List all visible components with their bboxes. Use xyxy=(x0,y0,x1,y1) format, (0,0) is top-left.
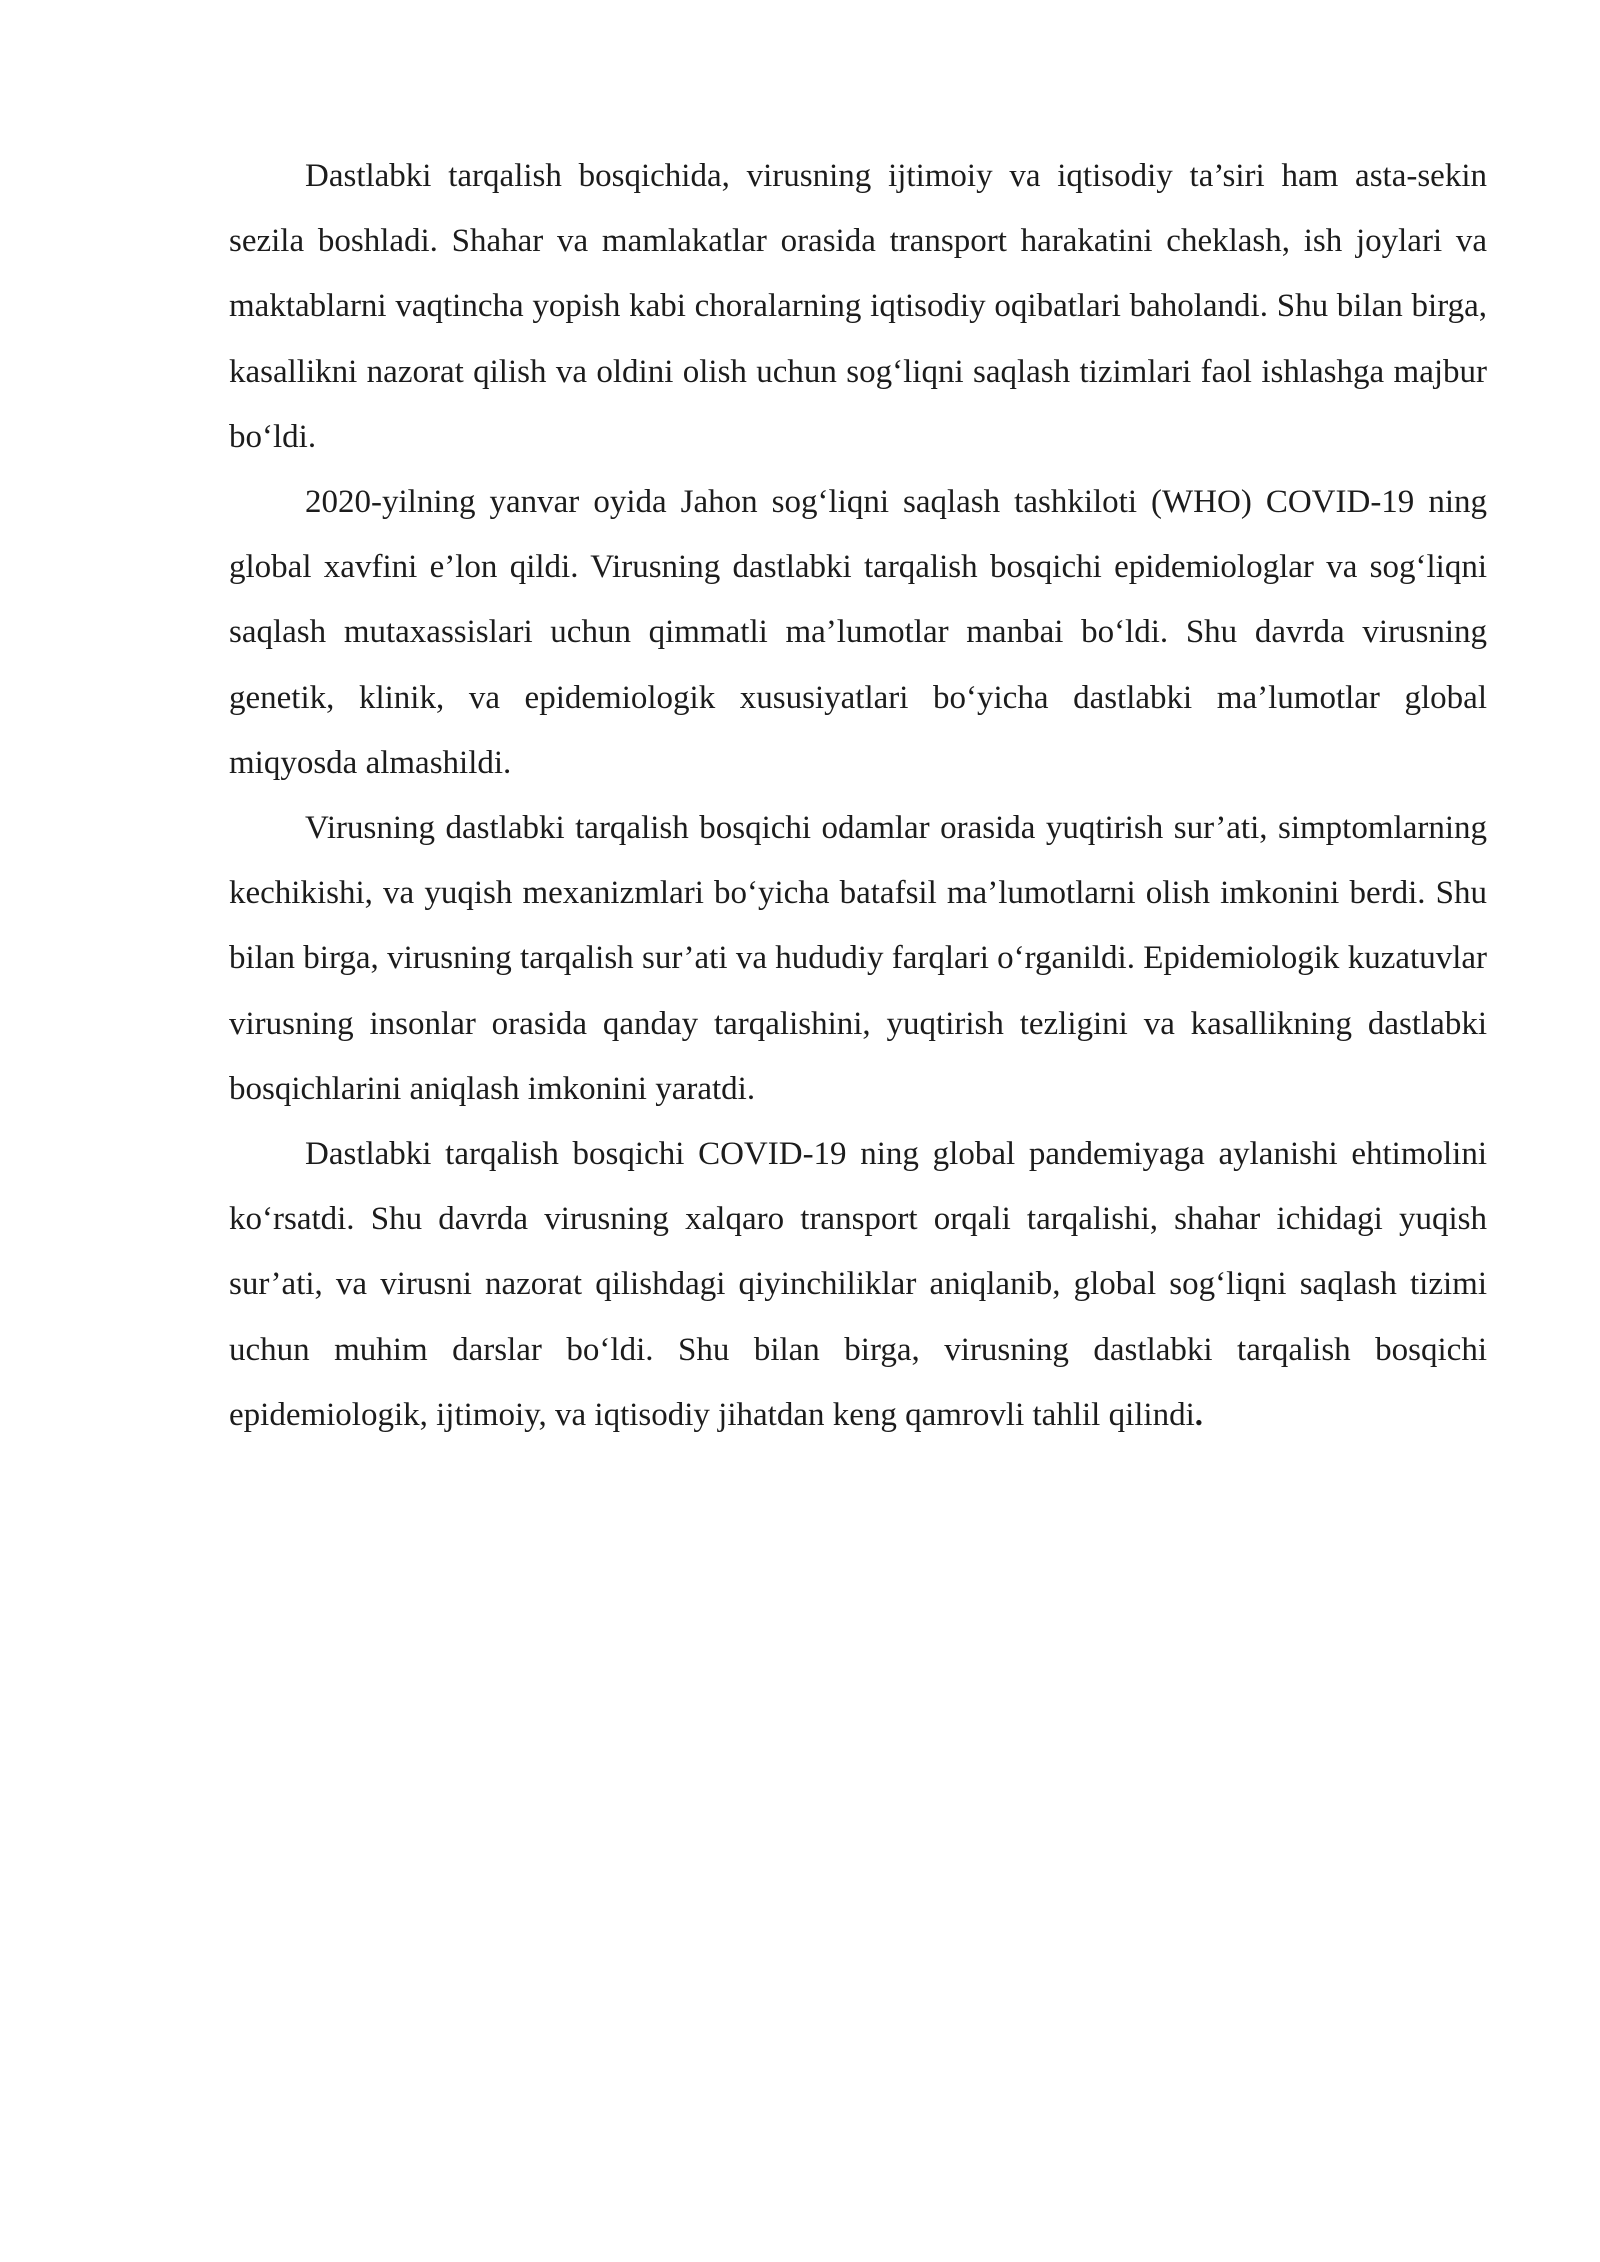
document-body xyxy=(229,144,1487,1448)
paragraph-4-text: Dastlabki tarqalish bosqichi COVID-19 ning global pandemiyaga aylanishi ehtimolini ko‘rsatdi. Shu davrda virusning xalqaro transport orqali tarqalishi, shahar ichidagi yuqish sur’ati, va virusni nazorat qilishdagi qiyinchiliklar aniqlanib, global sog‘liqni saqlash tizimi uchun muhim darslar bo‘ldi. Shu bilan birga, virusning dastlabki tarqalish bosqichi epidemiologik, ijtimoiy, va iqtisodiy jihatdan keng qamrovli tahlil qilindi xyxy=(229,1136,1487,1433)
paragraph-4-final-period: . xyxy=(1194,1396,1203,1433)
paragraph-2: 2020-yilning yanvar oyida Jahon sog‘liqni saqlash tashkiloti (WHO) COVID-19 ning global xavfini e’lon qildi. Virusning dastlabki tarqalish bosqichi epidemiologlar va sog‘liqni saqlash mutaxassislari uchun qimmatli ma’lumotlar manbai bo‘ldi. Shu davrda virusning genetik, klinik, va epidemiologik xususiyatlari bo‘yicha dastlabki ma’lumotlar global miqyosda almashildi. xyxy=(229,484,1487,781)
paragraph-4 xyxy=(229,1122,1487,1448)
paragraph-1: Dastlabki tarqalish bosqichida, virusning ijtimoiy va iqtisodiy ta’siri ham asta-sekin sezila boshladi. Shahar va mamlakatlar orasida transport harakatini cheklash, ish joylari va maktablarni vaqtincha yopish kabi choralarning iqtisodiy oqibatlari baholandi. Shu bilan birga, kasallikni nazorat qilish va oldini olish uchun sog‘liqni saqlash tizimlari faol ishlashga majbur bo‘ldi. xyxy=(229,158,1487,455)
paragraph-3: Virusning dastlabki tarqalish bosqichi odamlar orasida yuqtirish sur’ati, simptomlarning kechikishi, va yuqish mexanizmlari bo‘yicha batafsil ma’lumotlarni olish imkonini berdi. Shu bilan birga, virusning tarqalish sur’ati va hududiy farqlari o‘rganildi. Epidemiologik kuzatuvlar virusning insonlar orasida qanday tarqalishini, yuqtirish tezligini va kasallikning dastlabki bosqichlarini aniqlash imkonini yaratdi. xyxy=(229,810,1487,1107)
